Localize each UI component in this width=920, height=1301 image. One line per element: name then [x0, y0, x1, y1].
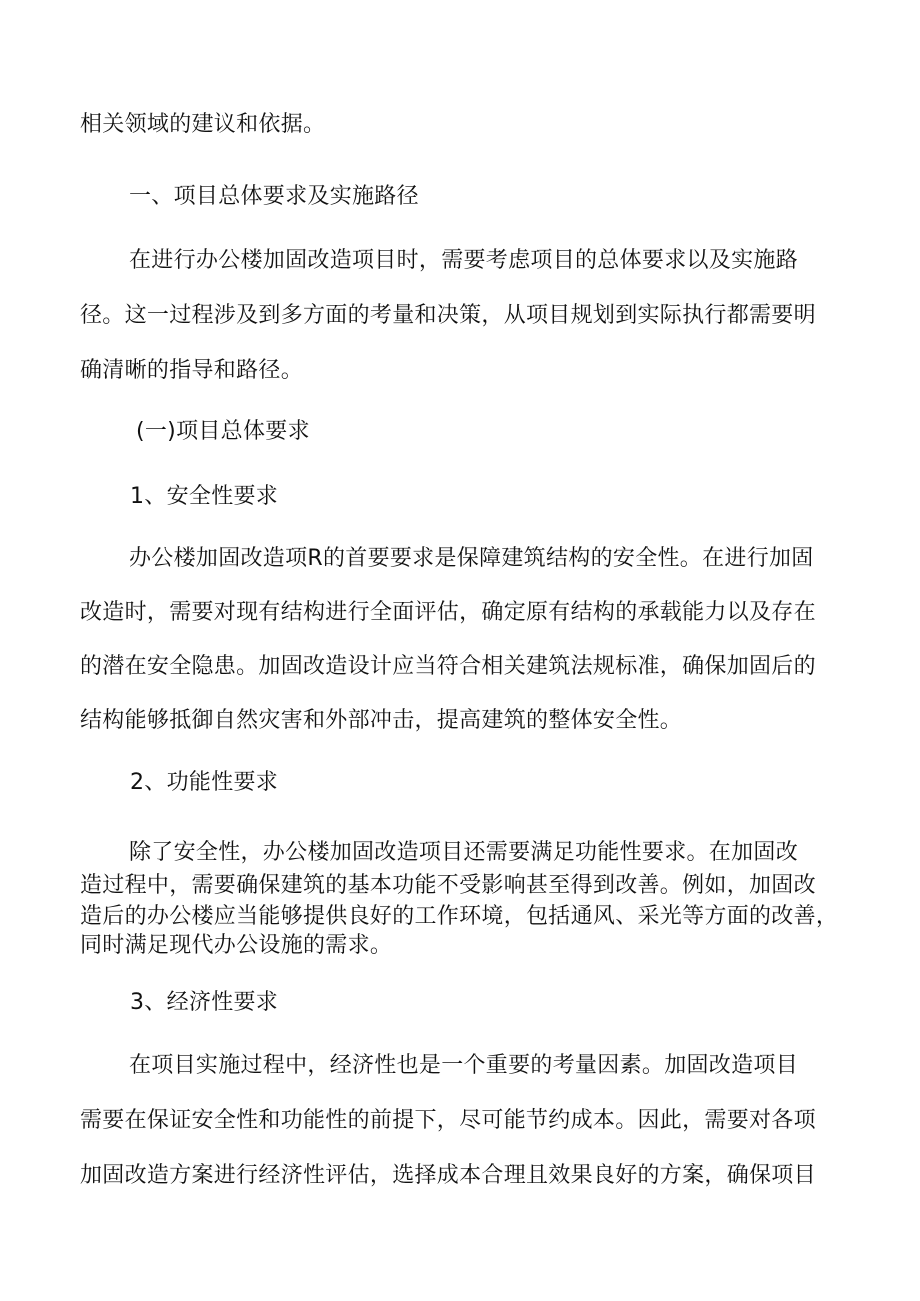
item-heading: 1、安全性要求 [130, 484, 279, 509]
paragraph-line: 改造时，需要对现有结构进行全面评估，确定原有结构的承载能力以及存在 [80, 600, 816, 625]
paragraph-line: 相关领域的建议和依据。 [80, 112, 326, 137]
paragraph-line: 在进行办公楼加固改造项目时，需要考虑项目的总体要求以及实施路 [129, 248, 799, 273]
paragraph-line: 办公楼加固改造项R的首要要求是保障建筑结构的安全性。在进行加固 [129, 546, 814, 571]
paragraph-line: 径。这一过程涉及到多方面的考量和决策，从项目规划到实际执行都需要明 [80, 303, 816, 328]
paragraph-line: 造后的办公楼应当能够提供良好的工作环境，包括通风、采光等方面的改善， [80, 904, 839, 929]
paragraph-line: 需要在保证安全性和功能性的前提下，尽可能节约成本。因此，需要对各项 [80, 1108, 816, 1133]
item-heading: 2、功能性要求 [130, 770, 279, 795]
paragraph-line: 除了安全性，办公楼加固改造项目还需要满足功能性要求。在加固改 [129, 840, 799, 865]
subsection-heading: (一)项目总体要求 [136, 419, 310, 444]
item-heading: 3、经济性要求 [130, 990, 279, 1015]
paragraph-line: 确清晰的指导和路径。 [80, 358, 304, 383]
paragraph-line: 在项目实施过程中，经济性也是一个重要的考量因素。加固改造项目 [129, 1053, 799, 1078]
paragraph-line: 同时满足现代办公设施的需求。 [80, 933, 393, 958]
paragraph-line: 造过程中，需要确保建筑的基本功能不受影响甚至得到改善。例如，加固改 [80, 873, 816, 898]
paragraph-line: 加固改造方案进行经济性评估，选择成本合理且效果良好的方案，确保项目 [80, 1163, 816, 1188]
section-heading: 一、项目总体要求及实施路径 [129, 184, 419, 209]
paragraph-line: 的潜在安全隐患。加固改造设计应当符合相关建筑法规标准，确保加固后的 [80, 654, 816, 679]
paragraph-line: 结构能够抵御自然灾害和外部冲击，提高建筑的整体安全性。 [80, 708, 683, 733]
